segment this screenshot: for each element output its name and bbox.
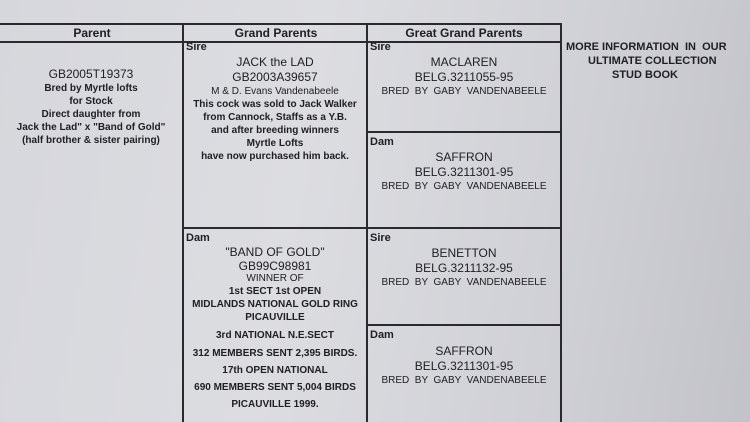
ggp-cell	[368, 55, 560, 98]
dam-name: "BAND OF GOLD"	[225, 245, 325, 259]
sire-cell	[184, 55, 366, 163]
header-grand-parents: Grand Parents	[184, 23, 368, 43]
dam-result: 17th OPEN NATIONAL	[222, 365, 328, 376]
dam-label: Dam	[186, 232, 210, 244]
sire-breeder: M & D. Evans Vandenabeele	[211, 86, 339, 97]
ggp-ring: BELG.3211301-95	[414, 165, 514, 179]
ggp-label: Sire	[370, 41, 391, 53]
more-info-line: STUD BOOK	[612, 69, 678, 81]
sire-note: have now purchased him back.	[201, 151, 349, 162]
parent-line: (half brother & sister pairing)	[22, 135, 160, 146]
parent-line: for Stock	[69, 96, 113, 107]
dam-result: MIDLANDS NATIONAL GOLD RING	[192, 299, 358, 310]
parent-ring: GB2005T19373	[48, 67, 134, 81]
grid-line	[366, 227, 562, 229]
more-info-cell	[562, 40, 750, 82]
ggp-cell	[368, 344, 560, 387]
ggp-ring: BELG.3211132-95	[415, 261, 513, 275]
ggp-cell	[368, 150, 560, 193]
dam-result: PICAUVILLE 1999.	[231, 399, 319, 410]
dam-ring: GB99C98981	[238, 259, 312, 273]
ggp-cell	[368, 246, 560, 289]
parent-line: Direct daughter from	[41, 109, 141, 120]
ggp-ring: BELG.3211055-95	[414, 70, 514, 84]
sire-note: This cock was sold to Jack Walker	[193, 99, 357, 110]
grid-line	[366, 131, 562, 133]
parent-line: Bred by Myrtle lofts	[44, 83, 138, 94]
parent-cell	[0, 67, 182, 147]
ggp-bred: BRED BY GABY VANDENABEELE	[381, 277, 547, 288]
ggp-label: Sire	[370, 232, 391, 244]
dam-cell	[184, 245, 366, 411]
more-info-line: ULTIMATE COLLECTION	[588, 55, 717, 67]
parent-line: Jack the Lad" x "Band of Gold"	[16, 122, 166, 133]
header-great-grand-parents: Great Grand Parents	[368, 23, 560, 43]
sire-note: and after breeding winners	[211, 125, 339, 136]
header-parent: Parent	[0, 23, 184, 43]
grid-line	[560, 23, 562, 422]
dam-result: 312 MEMBERS SENT 2,395 BIRDS.	[192, 348, 358, 359]
sire-label: Sire	[186, 41, 207, 53]
grid-line	[182, 227, 368, 229]
ggp-label: Dam	[370, 136, 394, 148]
more-info-line: MORE INFORMATION IN OUR	[566, 41, 727, 53]
dam-winner: WINNER OF	[246, 273, 304, 284]
ggp-bred: BRED BY GABY VANDENABEELE	[381, 86, 547, 97]
ggp-name: SAFFRON	[435, 150, 493, 164]
sire-ring: GB2003A39657	[232, 70, 318, 84]
ggp-ring: BELG.3211301-95	[414, 359, 514, 373]
grid-line	[366, 324, 562, 326]
ggp-bred: BRED BY GABY VANDENABEELE	[381, 375, 547, 386]
dam-result: 1st SECT 1st OPEN	[228, 286, 322, 297]
ggp-name: MACLAREN	[430, 55, 498, 69]
ggp-name: BENETTON	[431, 246, 497, 260]
sire-note: Myrtle Lofts	[246, 138, 304, 149]
sire-name: JACK the LAD	[236, 55, 314, 69]
sire-note: from Cannock, Staffs as a Y.B.	[203, 112, 347, 123]
ggp-bred: BRED BY GABY VANDENABEELE	[381, 181, 547, 192]
dam-result: 690 MEMBERS SENT 5,004 BIRDS	[194, 382, 356, 393]
ggp-label: Dam	[370, 329, 394, 341]
dam-result: PICAUVILLE	[245, 312, 305, 323]
ggp-name: SAFFRON	[435, 344, 493, 358]
dam-result: 3rd NATIONAL N.E.SECT	[216, 330, 334, 341]
